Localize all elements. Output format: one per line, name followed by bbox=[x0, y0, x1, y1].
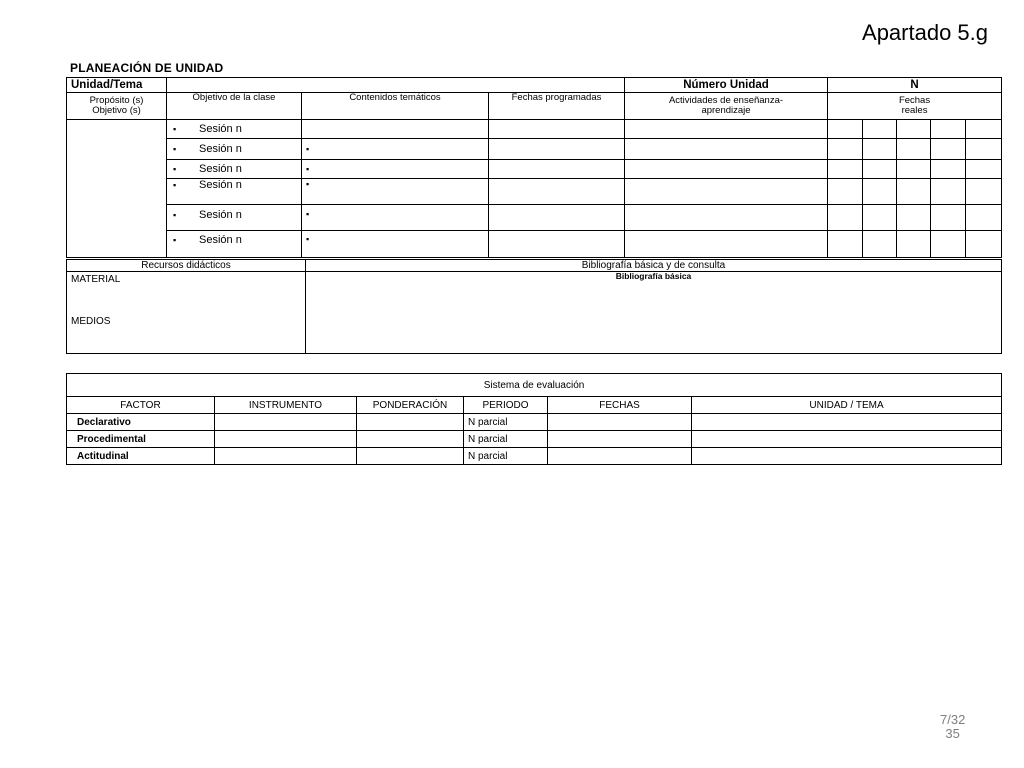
activity-cell[interactable] bbox=[625, 120, 828, 139]
weighting-cell[interactable] bbox=[357, 431, 464, 448]
scheduled-date-cell[interactable] bbox=[489, 120, 625, 139]
period-cell: N parcial bbox=[464, 448, 548, 465]
weighting-cell[interactable] bbox=[357, 448, 464, 465]
real-date-cell[interactable] bbox=[966, 205, 1002, 231]
session-row bbox=[67, 179, 1002, 205]
instrument-cell[interactable] bbox=[215, 414, 357, 431]
bibliography-header: Bibliografía básica y de consulta bbox=[306, 260, 1002, 272]
header-class-objective: Objetivo de la clase bbox=[167, 93, 302, 120]
unit-topic-cell[interactable] bbox=[692, 448, 1002, 465]
unit-topic-value[interactable] bbox=[167, 78, 625, 93]
real-date-cell[interactable] bbox=[931, 120, 966, 139]
real-date-cell[interactable] bbox=[863, 179, 897, 205]
header-real-dates-line1: Fechas bbox=[898, 95, 931, 106]
session-row bbox=[67, 120, 1002, 139]
factor-cell: Actitudinal bbox=[67, 448, 215, 465]
session-row bbox=[67, 160, 1002, 179]
resources-cell[interactable] bbox=[67, 272, 306, 354]
section-label: Apartado 5.g bbox=[862, 20, 988, 45]
slide-number: 35 bbox=[945, 726, 960, 741]
content-cell[interactable]: ▪ bbox=[302, 139, 489, 160]
header-purpose-objective bbox=[67, 93, 167, 120]
content-cell[interactable]: ▪ bbox=[302, 179, 489, 205]
real-date-cell[interactable] bbox=[966, 231, 1002, 258]
activity-cell[interactable] bbox=[625, 205, 828, 231]
content-cell[interactable] bbox=[302, 120, 489, 139]
col-weighting: PONDERACIÓN bbox=[357, 397, 464, 414]
content-cell[interactable]: ▪ bbox=[302, 231, 489, 258]
real-date-cell[interactable] bbox=[863, 160, 897, 179]
real-date-cell[interactable] bbox=[966, 179, 1002, 205]
scheduled-date-cell[interactable] bbox=[489, 205, 625, 231]
real-date-cell[interactable] bbox=[828, 139, 863, 160]
content-cell[interactable]: ▪ bbox=[302, 160, 489, 179]
real-date-cell[interactable] bbox=[966, 160, 1002, 179]
activity-cell[interactable] bbox=[625, 231, 828, 258]
real-date-cell[interactable] bbox=[931, 205, 966, 231]
header-activities-line1: Actividades de enseñanza- bbox=[668, 95, 784, 106]
header-scheduled-dates: Fechas programadas bbox=[489, 93, 625, 120]
unit-number-label: Número Unidad bbox=[625, 78, 828, 93]
real-date-cell[interactable] bbox=[931, 160, 966, 179]
evaluation-title: Sistema de evaluación bbox=[67, 374, 1002, 397]
header-thematic-contents: Contenidos temáticos bbox=[302, 93, 489, 120]
bibliography-basic-label: Bibliografía básica bbox=[615, 271, 692, 281]
dates-cell[interactable] bbox=[548, 448, 692, 465]
evaluation-row bbox=[67, 431, 1002, 448]
purpose-objective-cell[interactable] bbox=[67, 120, 167, 258]
material-label: MATERIAL bbox=[71, 274, 121, 285]
session-row bbox=[67, 231, 1002, 258]
page-number bbox=[940, 713, 965, 741]
scheduled-date-cell[interactable] bbox=[489, 231, 625, 258]
scheduled-date-cell[interactable] bbox=[489, 179, 625, 205]
session-cell: ▪ Sesión n bbox=[167, 139, 302, 160]
header-activities-line2: aprendizaje bbox=[701, 105, 751, 116]
session-row bbox=[67, 205, 1002, 231]
real-date-cell[interactable] bbox=[931, 139, 966, 160]
evaluation-table bbox=[66, 373, 1002, 465]
instrument-cell[interactable] bbox=[215, 431, 357, 448]
dates-cell[interactable] bbox=[548, 414, 692, 431]
header-real-dates bbox=[828, 93, 1002, 120]
scheduled-date-cell[interactable] bbox=[489, 160, 625, 179]
real-date-cell[interactable] bbox=[863, 120, 897, 139]
dates-cell[interactable] bbox=[548, 431, 692, 448]
session-cell: ▪ Sesión n bbox=[167, 160, 302, 179]
real-date-cell[interactable] bbox=[897, 205, 931, 231]
col-dates: FECHAS bbox=[548, 397, 692, 414]
real-date-cell[interactable] bbox=[897, 120, 931, 139]
unit-topic-cell[interactable] bbox=[692, 414, 1002, 431]
scheduled-date-cell[interactable] bbox=[489, 139, 625, 160]
content-cell[interactable]: ▪ bbox=[302, 205, 489, 231]
factor-cell: Declarativo bbox=[67, 414, 215, 431]
real-date-cell[interactable] bbox=[828, 120, 863, 139]
real-date-cell[interactable] bbox=[897, 179, 931, 205]
col-instrument: INSTRUMENTO bbox=[215, 397, 357, 414]
session-cell: ▪ Sesión n bbox=[167, 179, 302, 205]
real-date-cell[interactable] bbox=[897, 160, 931, 179]
page-fraction: 7/32 bbox=[940, 712, 966, 727]
real-date-cell[interactable] bbox=[828, 160, 863, 179]
unit-topic-label: Unidad/Tema bbox=[67, 78, 167, 93]
col-factor: FACTOR bbox=[67, 397, 215, 414]
real-date-cell[interactable] bbox=[863, 139, 897, 160]
document-title: PLANEACIÓN DE UNIDAD bbox=[70, 61, 224, 75]
header-purpose: Propósito (s) bbox=[89, 95, 144, 106]
header-activities bbox=[625, 93, 828, 120]
resources-header: Recursos didácticos bbox=[67, 260, 306, 272]
session-cell: ▪ Sesión n bbox=[167, 231, 302, 258]
real-date-cell[interactable] bbox=[897, 139, 931, 160]
evaluation-row bbox=[67, 414, 1002, 431]
real-date-cell[interactable] bbox=[863, 205, 897, 231]
bibliography-basic-cell[interactable] bbox=[306, 272, 1002, 354]
resources-bibliography-table bbox=[66, 259, 1002, 354]
col-period: PERIODO bbox=[464, 397, 548, 414]
real-date-cell[interactable] bbox=[931, 179, 966, 205]
real-date-cell[interactable] bbox=[931, 231, 966, 258]
factor-cell: Procedimental bbox=[67, 431, 215, 448]
weighting-cell[interactable] bbox=[357, 414, 464, 431]
real-date-cell[interactable] bbox=[966, 120, 1002, 139]
col-unit-topic: UNIDAD / TEMA bbox=[692, 397, 1002, 414]
unit-planning-table bbox=[66, 77, 1002, 258]
real-date-cell[interactable] bbox=[828, 179, 863, 205]
instrument-cell[interactable] bbox=[215, 448, 357, 465]
real-date-cell[interactable] bbox=[897, 231, 931, 258]
session-cell: ▪ Sesión n bbox=[167, 205, 302, 231]
real-date-cell[interactable] bbox=[828, 231, 863, 258]
unit-topic-cell[interactable] bbox=[692, 431, 1002, 448]
activity-cell[interactable] bbox=[625, 139, 828, 160]
activity-cell[interactable] bbox=[625, 179, 828, 205]
real-date-cell[interactable] bbox=[966, 139, 1002, 160]
header-real-dates-line2: reales bbox=[901, 105, 928, 116]
period-cell: N parcial bbox=[464, 431, 548, 448]
evaluation-row bbox=[67, 448, 1002, 465]
session-cell: ▪ Sesión n bbox=[167, 120, 302, 139]
unit-number-value: N bbox=[828, 78, 1002, 93]
media-label: MEDIOS bbox=[71, 316, 111, 327]
real-date-cell[interactable] bbox=[863, 231, 897, 258]
activity-cell[interactable] bbox=[625, 160, 828, 179]
period-cell: N parcial bbox=[464, 414, 548, 431]
real-date-cell[interactable] bbox=[828, 205, 863, 231]
header-objective: Objetivo (s) bbox=[92, 105, 141, 116]
session-row bbox=[67, 139, 1002, 160]
